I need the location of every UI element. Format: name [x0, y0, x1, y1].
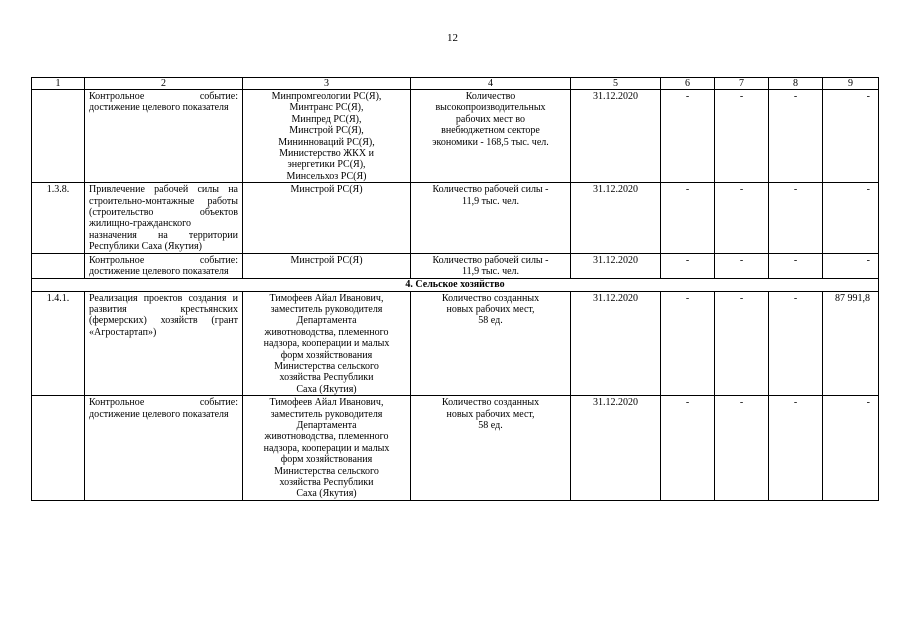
responsible-executor: Минстрой РС(Я) [243, 253, 411, 278]
table-row [32, 183, 879, 253]
result-indicator: Количество созданных новых рабочих мест, 58 ед. [411, 291, 571, 396]
funding-federal: - [661, 291, 715, 396]
deadline-date: 31.12.2020 [571, 90, 661, 183]
funding-federal: - [661, 90, 715, 183]
item-number [32, 90, 85, 183]
column-number: 5 [571, 78, 661, 90]
table-row [32, 253, 879, 278]
section-header-row [32, 278, 879, 291]
table-row [32, 291, 879, 396]
plan-table [31, 77, 879, 501]
column-number: 1 [32, 78, 85, 90]
funding-extrabudget: 87 991,8 [823, 291, 879, 396]
funding-republic: - [715, 183, 769, 253]
column-number: 4 [411, 78, 571, 90]
action-description: Контрольное событие: достижение целевого показателя [85, 253, 243, 278]
item-number [32, 253, 85, 278]
action-description: Контрольное событие: достижение целевого показателя [85, 90, 243, 183]
table-row [32, 396, 879, 501]
section-title: 4. Сельское хозяйство [32, 278, 879, 291]
funding-republic: - [715, 253, 769, 278]
column-number: 9 [823, 78, 879, 90]
table-header-row [32, 78, 879, 90]
table-row [32, 90, 879, 183]
funding-republic: - [715, 291, 769, 396]
item-number: 1.3.8. [32, 183, 85, 253]
deadline-date: 31.12.2020 [571, 396, 661, 501]
column-number: 7 [715, 78, 769, 90]
item-number: 1.4.1. [32, 291, 85, 396]
action-description: Привлечение рабочей силы на строительно-монтажные работы (строительство объектов жилищно-гражданского назначения на территории Республики Саха (Якутия) [85, 183, 243, 253]
funding-local: - [769, 291, 823, 396]
funding-extrabudget: - [823, 183, 879, 253]
deadline-date: 31.12.2020 [571, 253, 661, 278]
page-number: 12 [447, 32, 458, 44]
responsible-executor: Тимофеев Айал Иванович, заместитель руководителя Департамента животноводства, племенного надзора, кооперации и малых форм хозяйствования Министерства сельского хозяйства Республики Саха (Якутия) [243, 396, 411, 501]
result-indicator: Количество высокопроизводительных рабочих мест во внебюджетном секторе экономики - 168,5 тыс. чел. [411, 90, 571, 183]
funding-local: - [769, 90, 823, 183]
funding-extrabudget: - [823, 396, 879, 501]
column-number: 3 [243, 78, 411, 90]
funding-local: - [769, 396, 823, 501]
funding-local: - [769, 183, 823, 253]
result-indicator: Количество рабочей силы - 11,9 тыс. чел. [411, 253, 571, 278]
funding-federal: - [661, 396, 715, 501]
funding-republic: - [715, 396, 769, 501]
funding-republic: - [715, 90, 769, 183]
funding-federal: - [661, 253, 715, 278]
result-indicator: Количество созданных новых рабочих мест, 58 ед. [411, 396, 571, 501]
responsible-executor: Тимофеев Айал Иванович, заместитель руководителя Департамента животноводства, племенного надзора, кооперации и малых форм хозяйствования Министерства сельского хозяйства Республики Саха (Якутия) [243, 291, 411, 396]
column-number: 2 [85, 78, 243, 90]
result-indicator: Количество рабочей силы - 11,9 тыс. чел. [411, 183, 571, 253]
funding-extrabudget: - [823, 90, 879, 183]
deadline-date: 31.12.2020 [571, 183, 661, 253]
column-number: 6 [661, 78, 715, 90]
funding-federal: - [661, 183, 715, 253]
funding-local: - [769, 253, 823, 278]
action-description: Реализация проектов создания и развития крестьянских (фермерских) хозяйств (грант «Агростартап») [85, 291, 243, 396]
responsible-executor: Минпромгеологии РС(Я), Минтранс РС(Я), Минпред РС(Я), Минстрой РС(Я), Мининноваций РС(Я), Министерство ЖКХ и энергетики РС(Я), Минсельхоз РС(Я) [243, 90, 411, 183]
action-description: Контрольное событие: достижение целевого показателя [85, 396, 243, 501]
item-number [32, 396, 85, 501]
responsible-executor: Минстрой РС(Я) [243, 183, 411, 253]
column-number: 8 [769, 78, 823, 90]
funding-extrabudget: - [823, 253, 879, 278]
deadline-date: 31.12.2020 [571, 291, 661, 396]
